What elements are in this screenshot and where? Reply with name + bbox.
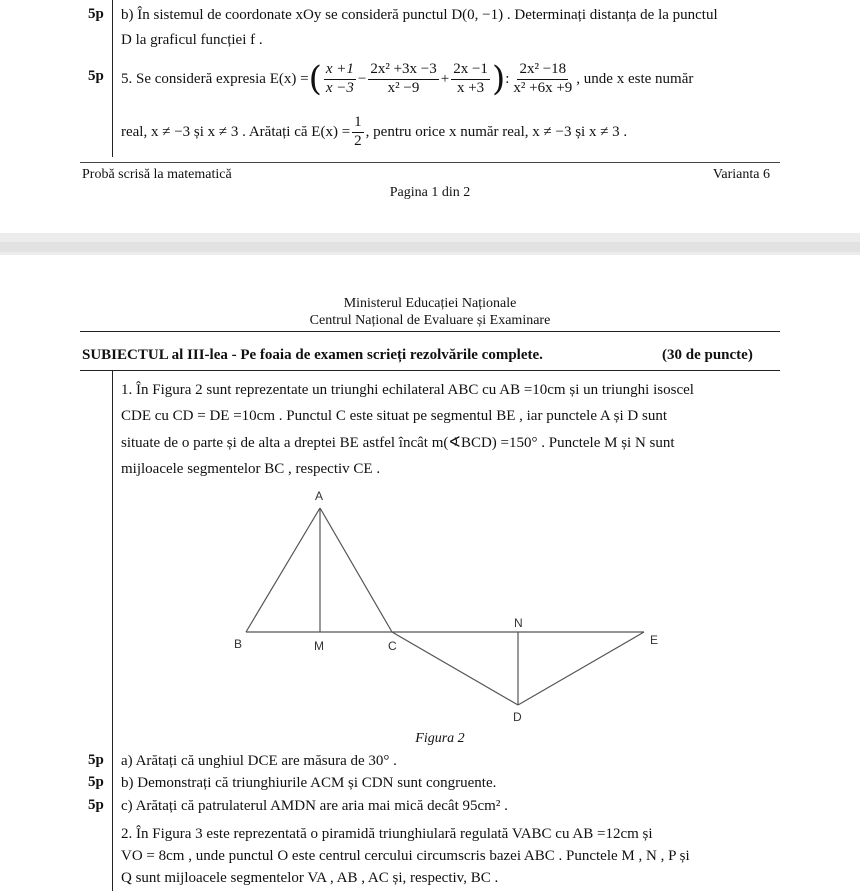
- segment-AB: [246, 508, 320, 632]
- footer-page-number: Pagina 1 din 2: [389, 185, 471, 200]
- q5-expression-line: 5. Se consideră expresia E(x) = ( $\frac{x +1}{x -3}$ − $\frac{\text{2x² +3x −3}}{\text{x² −9}}$ + $\frac{2x -1}{x +3}$ ) : $\frac{\text{2x² −18}}{\text{x² +6x +9}}$ , unde x este număr: [121, 59, 694, 99]
- q5-fraction-3: $\frac{2x -1}{x +3}$: [453, 61, 488, 96]
- label-N: N: [514, 616, 523, 630]
- footer-left: Probă scrisă la matematică: [82, 167, 232, 182]
- q1-line1: 1. În Figura 2 sunt reprezentate un triunghi echilateral ABC cu AB =10cm și un triunghi isoscel: [121, 382, 694, 398]
- q5-fraction-4: $\frac{\text{2x² −18}}{\text{x² +6x +9}}$: [513, 61, 573, 96]
- q5-left-paren: (: [308, 59, 322, 99]
- header-center: Centrul Național de Evaluare și Examinare: [309, 313, 551, 328]
- q1a-points: 5p: [88, 752, 104, 768]
- figure-caption: Figura 2: [415, 731, 465, 746]
- label-B: B: [234, 637, 243, 651]
- q4b-points: 5p: [88, 6, 104, 22]
- segment-AC: [320, 508, 392, 632]
- q1b-text: b) Demonstrați că triunghiurile ACM și CDN sunt congruente.: [121, 775, 497, 791]
- segment-DE: [518, 632, 644, 705]
- q5-right-paren: ): [491, 59, 506, 99]
- header-rule: [80, 331, 780, 332]
- label-C: C: [388, 639, 397, 653]
- header-ministry: Ministerul Educației Naționale: [343, 296, 517, 311]
- q5-prefix: 5. Se consideră expresia E(x) =: [121, 71, 309, 87]
- subject-points: (30 de puncte): [662, 347, 753, 363]
- q5-half-fraction: $\frac{1}{2}$: [354, 114, 362, 149]
- subject-rule: [80, 370, 780, 371]
- page-separator-band: [0, 242, 860, 252]
- q1c-text: c) Arătați că patrulaterul AMDN are aria mai mică decât 95cm² .: [121, 798, 508, 814]
- label-A: A: [315, 489, 324, 503]
- q1b-points: 5p: [88, 774, 104, 790]
- page2-points-column-rule: [112, 371, 113, 891]
- q1-line4: mijloacele segmentelor BC , respectiv CE .: [121, 461, 381, 477]
- q1a-text: a) Arătați că unghiul DCE are măsura de 30° .: [121, 753, 397, 769]
- q1c-points: 5p: [88, 797, 104, 813]
- page1-footer-rule: [80, 162, 780, 163]
- q1-line3: situate de o parte și de alta a dreptei BE astfel încât m(∢BCD) =150° . Punctele M și N sunt: [121, 435, 675, 451]
- subject-title: SUBIECTUL al III-lea - Pe foaia de examen scrieți rezolvările complete.: [82, 347, 543, 363]
- q5-suffix: , unde x este număr: [576, 71, 694, 87]
- q5-line2-pre: real, x ≠ −3 și x ≠ 3 . Arătați că E(x) =: [121, 124, 351, 140]
- label-E: E: [650, 633, 659, 647]
- q5-fraction-1: $\frac{x +1}{x -3}$: [325, 61, 354, 96]
- q2-line2: VO = 8cm , unde punctul O este centrul cercului circumscris bazei ABC . Punctele M , N , P și: [121, 848, 690, 864]
- q2-line3: Q sunt mijloacele segmentelor VA , AB , AC și, respectiv, BC .: [121, 870, 499, 886]
- page1-points-column-rule: [112, 0, 113, 157]
- q5-line2-post: , pentru orice x număr real, x ≠ −3 și x ≠ 3 .: [365, 124, 628, 140]
- q5-fraction-2: $\frac{\text{2x² +3x −3}}{\text{x² −9}}$: [370, 61, 437, 96]
- q5-points: 5p: [88, 68, 104, 84]
- q4b-text-line1: b) În sistemul de coordonate xOy se consideră punctul D(0, −1) . Determinați distanța de la punctul: [121, 7, 718, 23]
- label-D: D: [513, 710, 522, 724]
- q2-line1: 2. În Figura 3 este reprezentată o piramidă triunghiulară regulată VABC cu AB =12cm și: [121, 826, 653, 842]
- footer-right: Varianta 6: [712, 167, 770, 182]
- q1-line2: CDE cu CD = DE =10cm . Punctul C este situat pe segmentul BE , iar punctele A și D sunt: [121, 408, 668, 424]
- label-M: M: [314, 639, 324, 653]
- q5-line2: [121, 112, 627, 152]
- q4b-text-line2: D la graficul funcției f .: [121, 32, 263, 48]
- segment-CD: [392, 632, 518, 705]
